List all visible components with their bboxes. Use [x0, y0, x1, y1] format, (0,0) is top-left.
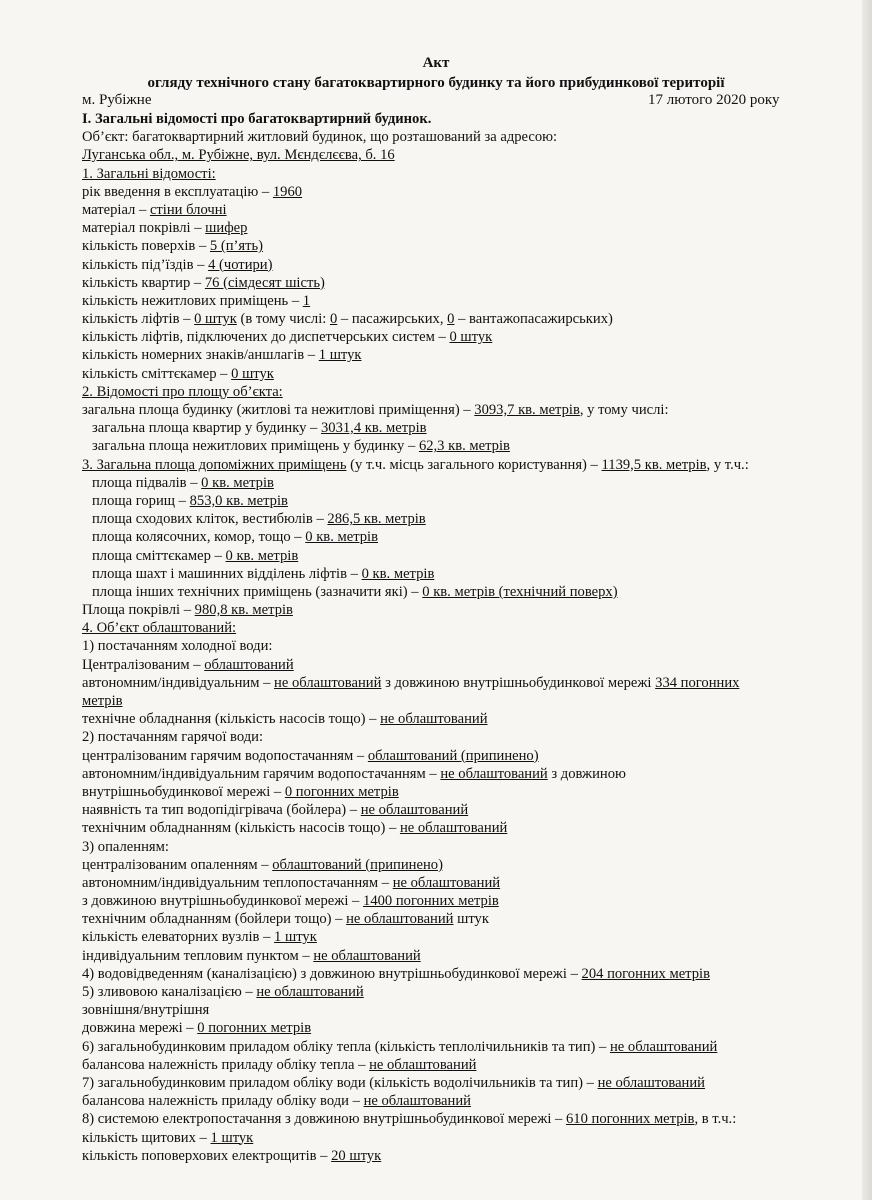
text-line	[82, 474, 812, 492]
underlined-value: 204 погонних метрів	[581, 965, 710, 982]
line-text: зовнішня/внутрішня	[82, 1002, 210, 1019]
line-text: , у т.ч.:	[706, 456, 749, 473]
underlined-value: 0 кв. метрів	[201, 474, 274, 491]
line-text: площа сміттєкамер –	[92, 547, 226, 564]
line-text: рік введення в експлуатацію –	[82, 183, 273, 200]
line-text: кількість поверхів –	[82, 238, 210, 255]
text-line	[82, 201, 812, 219]
underlined-value: 0 кв. метрів	[225, 547, 299, 564]
line-text: технічне обладнання (кількість насосів тощо) –	[82, 711, 381, 728]
underlined-value: облаштований	[204, 656, 294, 673]
text-line	[82, 547, 812, 565]
text-line	[82, 1001, 812, 1019]
underlined-value: 1. Загальні відомості:	[82, 165, 216, 182]
text-line	[82, 747, 812, 765]
line-text: балансова належність приладу обліку води –	[82, 1093, 364, 1110]
underlined-value: 4. Об’єкт облаштований:	[82, 620, 237, 637]
text-line	[82, 256, 812, 274]
line-text: 2) постачанням гарячої води:	[82, 729, 264, 746]
underlined-value: облаштований (припинено)	[367, 747, 539, 764]
underlined-value: не облаштований	[380, 711, 488, 728]
line-text: 8) системою електропостачання з довжиною внутрішньобудинкової мережі –	[82, 1111, 566, 1128]
underlined-value: не облаштований	[363, 1093, 471, 1110]
line-text: технічним обладнанням (кількість насосів тощо) –	[82, 820, 400, 837]
line-text: з довжиною	[547, 765, 626, 782]
line-text: кількість ліфтів, підключених до диспетчерських систем –	[82, 329, 450, 346]
text-line	[82, 656, 812, 674]
underlined-value: 334 погонних	[655, 674, 740, 691]
underlined-value: Луганська обл., м. Рубіжне, вул. Мєндєлєєва, б. 16	[82, 147, 395, 164]
text-line	[82, 401, 812, 419]
underlined-value: 0	[329, 311, 338, 328]
text-line	[82, 965, 812, 983]
underlined-value: 0	[447, 311, 455, 328]
text-line	[82, 437, 812, 455]
text-line	[82, 1129, 812, 1147]
underlined-value: не облаштований	[392, 874, 501, 891]
text-line	[82, 1056, 812, 1074]
line-text: матеріал –	[82, 201, 150, 218]
text-line	[82, 1038, 812, 1056]
line-text: внутрішньобудинкової мережі –	[82, 783, 285, 800]
text-line	[82, 165, 812, 183]
text-line	[82, 947, 812, 965]
line-text: 6) загальнобудинковим приладом обліку тепла (кількість теплолічильників та тип) –	[82, 1038, 610, 1055]
line-text: автономним/індивідуальним гарячим водопостачанням –	[82, 765, 441, 782]
underlined-value: 980,8 кв. метрів	[194, 602, 293, 619]
line-text: кількість нежитлових приміщень –	[82, 292, 303, 309]
line-text: – пасажирських,	[337, 311, 448, 328]
line-text: 1) постачанням холодної води:	[82, 638, 273, 655]
text-line	[82, 510, 812, 528]
text-line	[82, 1147, 812, 1165]
text-line	[82, 292, 812, 310]
text-line	[82, 1092, 812, 1110]
underlined-value: 286,5 кв. метрів	[327, 511, 426, 528]
underlined-value: 0 кв. метрів	[361, 565, 435, 582]
underlined-value: 5 (п’ять)	[209, 238, 264, 255]
line-text: наявність та тип водопідігрівача (бойлера) –	[82, 802, 361, 819]
text-line	[82, 274, 812, 292]
underlined-value: 0 погонних метрів	[284, 783, 399, 800]
underlined-value: 0 погонних метрів	[197, 1020, 312, 1037]
underlined-value: 1 штук	[274, 929, 317, 946]
text-line	[82, 528, 812, 546]
text-line	[82, 801, 812, 819]
text-line	[82, 183, 812, 201]
underlined-value: не облаштований	[597, 1074, 705, 1091]
underlined-value: 20 штук	[331, 1147, 382, 1164]
line-text: кількість елеваторних вузлів –	[82, 929, 275, 946]
underlined-value: облаштований (припинено)	[272, 856, 443, 873]
underlined-value: шифер	[205, 220, 248, 237]
line-text: площа інших технічних приміщень (зазначити які) –	[92, 583, 423, 600]
line-text: – вантажопасажирських)	[454, 311, 613, 328]
underlined-value: не облаштований	[346, 911, 454, 928]
line-text: автономним/індивідуальним теплопостачанням –	[82, 874, 393, 891]
line-text: 3) опаленням:	[82, 838, 169, 855]
text-line	[82, 728, 812, 746]
line-text: площа колясочних, комор, тощо –	[92, 529, 306, 546]
line-text: площа підвалів –	[92, 474, 202, 491]
underlined-value: 1 штук	[318, 347, 362, 364]
underlined-value: 76 (сімдесят шість)	[204, 274, 325, 291]
line-text: кількість поповерхових електрощитів –	[82, 1147, 332, 1164]
text-line	[82, 1110, 812, 1128]
line-text: матеріал покрівлі –	[82, 220, 206, 237]
line-text: централізованим гарячим водопостачанням –	[82, 747, 368, 764]
line-text: 5) зливовою каналізацією –	[82, 984, 257, 1000]
underlined-value: 3. Загальна площа допоміжних приміщень	[82, 456, 347, 473]
text-line	[82, 674, 812, 692]
text-line	[82, 692, 812, 710]
text-line	[82, 346, 812, 364]
text-line	[82, 601, 812, 619]
underlined-value: не облаштований	[313, 947, 421, 964]
underlined-value: 853,0 кв. метрів	[189, 492, 288, 509]
underlined-value: не облаштований	[399, 820, 508, 837]
text-line	[82, 928, 812, 946]
text-line	[82, 565, 812, 583]
underlined-value: 0 штук	[449, 329, 493, 346]
document-body	[82, 110, 812, 1165]
line-text: кількість ліфтів –	[82, 311, 195, 328]
line-text: з довжиною внутрішньобудинкової мережі –	[82, 893, 364, 910]
underlined-value: не облаштований	[369, 1056, 477, 1073]
text-line	[82, 310, 812, 328]
underlined-value: 3031,4 кв. метрів	[320, 420, 427, 437]
underlined-value: 1139,5 кв. метрів	[601, 456, 707, 473]
line-text: Об’єкт: багатоквартирний житловий будинок, що розташований за адресою:	[82, 129, 558, 146]
text-line	[82, 237, 812, 255]
text-line	[82, 838, 812, 856]
text-line	[82, 219, 812, 237]
line-text: з довжиною внутрішньобудинкової мережі	[381, 674, 656, 691]
document-subtitle: огляду технічного стану багатоквартирного будинку та його прибудинкової території	[147, 75, 725, 91]
text-line	[82, 492, 812, 510]
underlined-value: 0 штук	[194, 311, 237, 328]
line-text: 7) загальнобудинковим приладом обліку води (кількість водолічильників та тип) –	[82, 1074, 598, 1091]
text-line	[82, 892, 812, 910]
underlined-value: 1960	[272, 183, 303, 200]
underlined-value: 0 кв. метрів	[305, 529, 378, 546]
line-text: штук	[453, 911, 489, 928]
text-line	[82, 783, 812, 801]
page-edge	[862, 0, 872, 1200]
text-line	[82, 765, 812, 783]
line-text: кількість номерних знаків/аншлагів –	[82, 347, 319, 364]
underlined-value: не облаштований	[256, 984, 364, 1000]
underlined-value: 0 кв. метрів (технічний поверх)	[422, 583, 618, 600]
line-text: , у тому числі:	[579, 402, 669, 418]
line-text: загальна площа нежитлових приміщень у будинку –	[92, 438, 419, 455]
line-text: кількість щитових –	[82, 1129, 211, 1146]
line-text: (у т.ч. місць загального користування) –	[346, 456, 602, 473]
underlined-value: не облаштований	[360, 802, 469, 819]
text-line	[82, 1074, 812, 1092]
text-line	[82, 456, 812, 474]
line-text: площа сходових кліток, вестибюлів –	[92, 511, 328, 528]
underlined-value: 1	[302, 292, 311, 309]
text-line	[82, 710, 812, 728]
underlined-value: метрів	[82, 693, 123, 709]
text-line	[82, 365, 812, 383]
underlined-value: 1400 погонних метрів	[363, 893, 499, 910]
line-text: технічним обладнанням (бойлери тощо) –	[82, 911, 347, 928]
line-text: автономним/індивідуальним –	[82, 674, 275, 691]
underlined-value: 1 штук	[210, 1129, 254, 1146]
line-text: площа горищ –	[92, 492, 190, 509]
document-title: Акт	[422, 55, 450, 71]
line-text: централізованим опаленням –	[82, 856, 273, 873]
line-text: Централізованим –	[82, 656, 205, 673]
text-line	[82, 128, 812, 146]
date: 17 лютого 2020 року	[648, 92, 780, 108]
text-line	[82, 819, 812, 837]
line-text: площа шахт і машинних відділень ліфтів –	[92, 565, 362, 582]
line-text: довжина мережі –	[82, 1020, 198, 1037]
city: м. Рубіжне	[82, 92, 152, 108]
line-text: (в тому числі:	[236, 311, 330, 328]
underlined-value: не облаштований	[274, 674, 382, 691]
text-line	[82, 146, 812, 164]
text-line	[82, 910, 812, 928]
text-line	[82, 983, 812, 1001]
underlined-value: 62,3 кв. метрів	[418, 438, 510, 455]
line-text: кількість квартир –	[82, 274, 205, 291]
line-text: , в т.ч.:	[694, 1111, 737, 1128]
line-text: І. Загальні відомості про багатоквартирний будинок.	[82, 111, 432, 127]
text-line	[82, 328, 812, 346]
line-text: індивідуальним тепловим пунктом –	[82, 947, 314, 964]
line-text: кількість під’їздів –	[82, 256, 209, 273]
text-line	[82, 419, 812, 437]
underlined-value: 2. Відомості про площу об’єкта:	[82, 383, 283, 400]
underlined-value: 3093,7 кв. метрів	[474, 402, 580, 418]
underlined-value: не облаштований	[440, 765, 548, 782]
line-text: 4) водовідведенням (каналізацією) з довжиною внутрішньобудинкової мережі –	[82, 965, 582, 982]
line-text: загальна площа квартир у будинку –	[92, 420, 321, 437]
underlined-value: стіни блочні	[149, 201, 227, 218]
text-line	[82, 619, 812, 637]
underlined-value: не облаштований	[609, 1038, 718, 1055]
text-line	[82, 383, 812, 401]
line-text: загальна площа будинку (житлові та нежитлові приміщення) –	[82, 402, 475, 418]
text-line	[82, 637, 812, 655]
line-text: Площа покрівлі –	[82, 602, 195, 619]
text-line	[82, 110, 812, 128]
underlined-value: 4 (чотири)	[208, 256, 273, 273]
text-line	[82, 856, 812, 874]
text-line	[82, 1019, 812, 1037]
underlined-value: 0 штук	[231, 365, 274, 382]
underlined-value: 610 погонних метрів	[566, 1111, 695, 1128]
text-line	[82, 874, 812, 892]
line-text: балансова належність приладу обліку тепла –	[82, 1056, 370, 1073]
line-text: кількість сміттєкамер –	[82, 365, 232, 382]
text-line	[82, 583, 812, 601]
